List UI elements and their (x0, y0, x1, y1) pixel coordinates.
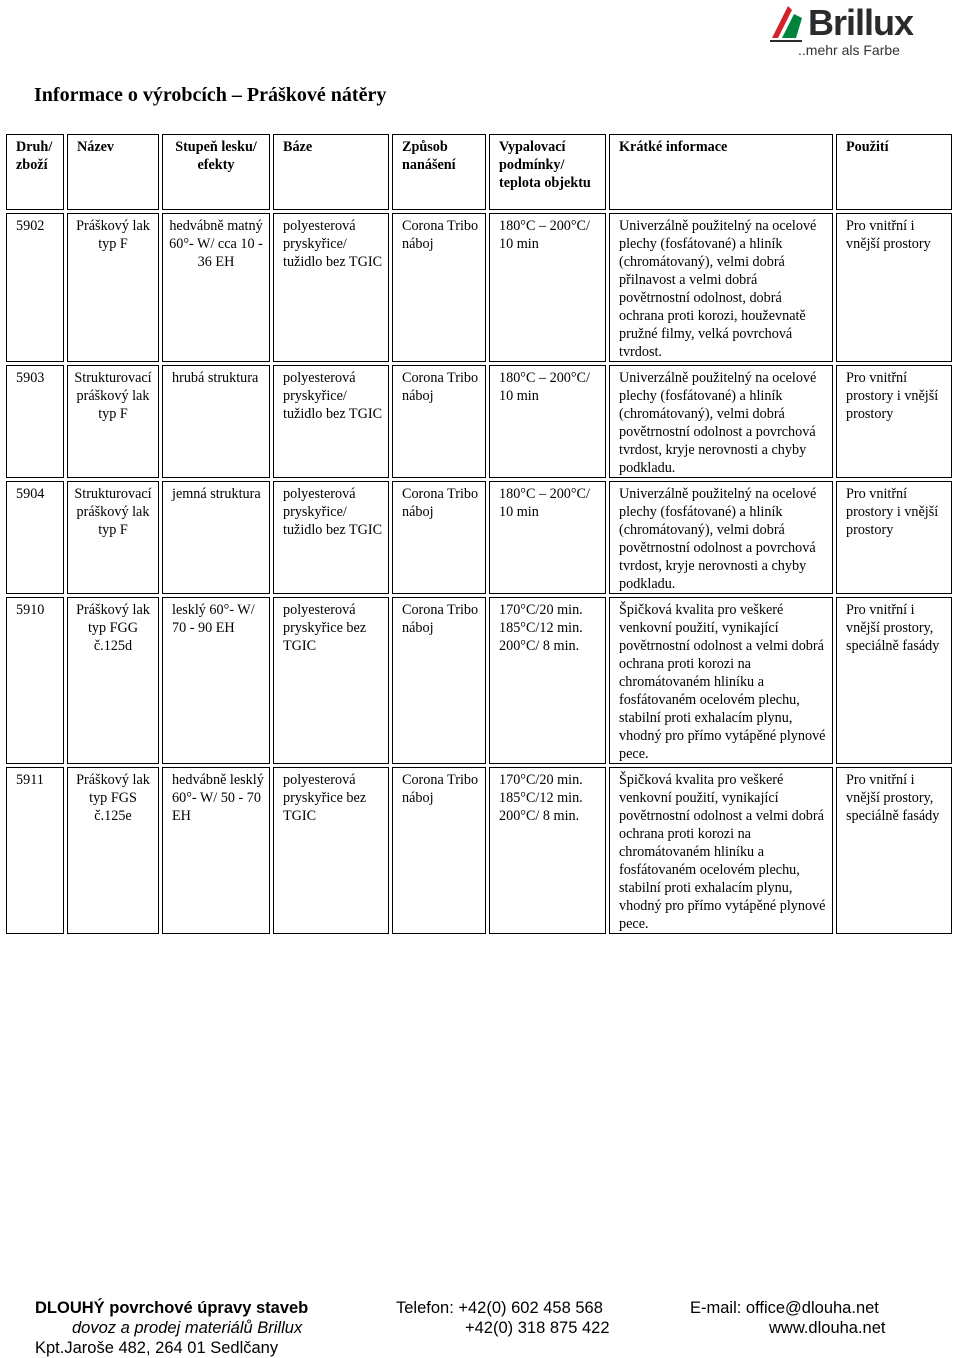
gloss-cell: jemná struktura (162, 481, 270, 594)
gloss-cell: hrubá struktura (162, 365, 270, 478)
base-cell: polyesterová pryskyřice/ tužidlo bez TGIC (273, 213, 389, 362)
footer-address: Kpt.Jaroše 482, 264 01 Sedlčany (35, 1339, 279, 1357)
logo-wordmark: Brillux (808, 2, 914, 43)
base-cell: polyesterová pryskyřice bez TGIC (273, 767, 389, 934)
use-cell: Pro vnitřní i vnější prostory, speciálně fasády (836, 767, 952, 934)
footer-phone-2: +42(0) 318 875 422 (465, 1319, 610, 1337)
header-cell: Druh/ zboží (6, 134, 64, 210)
cure-cell: 170°C/20 min. 185°C/12 min. 200°C/ 8 min. (489, 597, 606, 764)
method-cell: Corona Tribo náboj (392, 767, 486, 934)
name-cell: Strukturovací práškový lak typ F (67, 481, 159, 594)
code-cell: 5902 (6, 213, 64, 362)
method-cell: Corona Tribo náboj (392, 213, 486, 362)
header-cell: Název (67, 134, 159, 210)
page-title: Informace o výrobcích – Práškové nátěry (34, 84, 387, 106)
header-cell: Báze (273, 134, 389, 210)
use-cell: Pro vnitřní prostory i vnější prostory (836, 481, 952, 594)
name-cell: Práškový lak typ F (67, 213, 159, 362)
info-cell: Špičková kvalita pro veškeré venkovní použití, vynikající povětrnostní odolnost a velmi dobrá ochrana proti korozi na chromátovaném hliníku a fosfátovaném ocelovém plechu, stabilní proti exhalacím plynu, vhodný pro přímo vytápěné plynové pece. (609, 597, 833, 764)
product-table (3, 131, 955, 937)
info-cell: Univerzálně použitelný na ocelové plechy (fosfátované) a hliník (chromátovaný), velmi dobrá povětrnostní odolnost a povrchová tvrdost, kryje nerovnosti a chyby podkladu. (609, 365, 833, 478)
header-row (6, 134, 952, 210)
footer-email[interactable]: E-mail: office@dlouha.net (690, 1299, 879, 1317)
method-cell: Corona Tribo náboj (392, 597, 486, 764)
info-cell: Univerzálně použitelný na ocelové plechy (fosfátované) a hliník (chromátovaný), velmi dobrá přilnavost a velmi dobrá povětrnostní odolnost, dobrá ochrana proti korozi, houževnatě pružné filmy, velká povrchová tvrdost. (609, 213, 833, 362)
footer-phone-1: Telefon: +42(0) 602 458 568 (396, 1299, 603, 1317)
brillux-logo (768, 2, 938, 62)
code-cell: 5911 (6, 767, 64, 934)
base-cell: polyesterová pryskyřice/ tužidlo bez TGIC (273, 481, 389, 594)
header-cell: Vypalovací podmínky/ teplota objektu (489, 134, 606, 210)
use-cell: Pro vnitřní prostory i vnější prostory (836, 365, 952, 478)
code-cell: 5910 (6, 597, 64, 764)
cure-cell: 180°C – 200°C/ 10 min (489, 481, 606, 594)
method-cell: Corona Tribo náboj (392, 365, 486, 478)
use-cell: Pro vnitřní i vnější prostory (836, 213, 952, 362)
cure-cell: 180°C – 200°C/ 10 min (489, 213, 606, 362)
table-row (6, 767, 952, 934)
gloss-cell: hedvábně matný 60°- W/ cca 10 - 36 EH (162, 213, 270, 362)
base-cell: polyesterová pryskyřice bez TGIC (273, 597, 389, 764)
name-cell: Strukturovací práškový lak typ F (67, 365, 159, 478)
footer-company: DLOUHÝ povrchové úpravy staveb (35, 1299, 309, 1317)
name-cell: Práškový lak typ FGG č.125d (67, 597, 159, 764)
header-cell: Použití (836, 134, 952, 210)
name-cell: Práškový lak typ FGS č.125e (67, 767, 159, 934)
brillux-emblem-icon (768, 2, 804, 42)
code-cell: 5903 (6, 365, 64, 478)
header-cell: Způsob nanášení (392, 134, 486, 210)
cure-cell: 170°C/20 min. 185°C/12 min. 200°C/ 8 min. (489, 767, 606, 934)
table-row (6, 481, 952, 594)
code-cell: 5904 (6, 481, 64, 594)
header-cell: Stupeň lesku/ efekty (162, 134, 270, 210)
use-cell: Pro vnitřní i vnější prostory, speciálně fasády (836, 597, 952, 764)
cure-cell: 180°C – 200°C/ 10 min (489, 365, 606, 478)
footer-website[interactable]: www.dlouha.net (769, 1319, 886, 1337)
gloss-cell: hedvábně lesklý 60°- W/ 50 - 70 EH (162, 767, 270, 934)
header-cell: Krátké informace (609, 134, 833, 210)
info-cell: Špičková kvalita pro veškeré venkovní použití, vynikající povětrnostní odolnost a velmi dobrá ochrana proti korozi na chromátovaném hliníku a fosfátovaném ocelovém plechu, stabilní proti exhalacím plynu, vhodný pro přímo vytápěné plynové pece. (609, 767, 833, 934)
table-row (6, 365, 952, 478)
logo-tagline: ..mehr als Farbe (798, 42, 900, 58)
footer-subtitle: dovoz a prodej materiálů Brillux (72, 1319, 303, 1337)
base-cell: polyesterová pryskyřice/ tužidlo bez TGIC (273, 365, 389, 478)
gloss-cell: lesklý 60°- W/ 70 - 90 EH (162, 597, 270, 764)
table-row (6, 597, 952, 764)
info-cell: Univerzálně použitelný na ocelové plechy (fosfátované) a hliník (chromátovaný), velmi dobrá povětrnostní odolnost a povrchová tvrdost, kryje nerovnosti a chyby podkladu. (609, 481, 833, 594)
table-row (6, 213, 952, 362)
method-cell: Corona Tribo náboj (392, 481, 486, 594)
